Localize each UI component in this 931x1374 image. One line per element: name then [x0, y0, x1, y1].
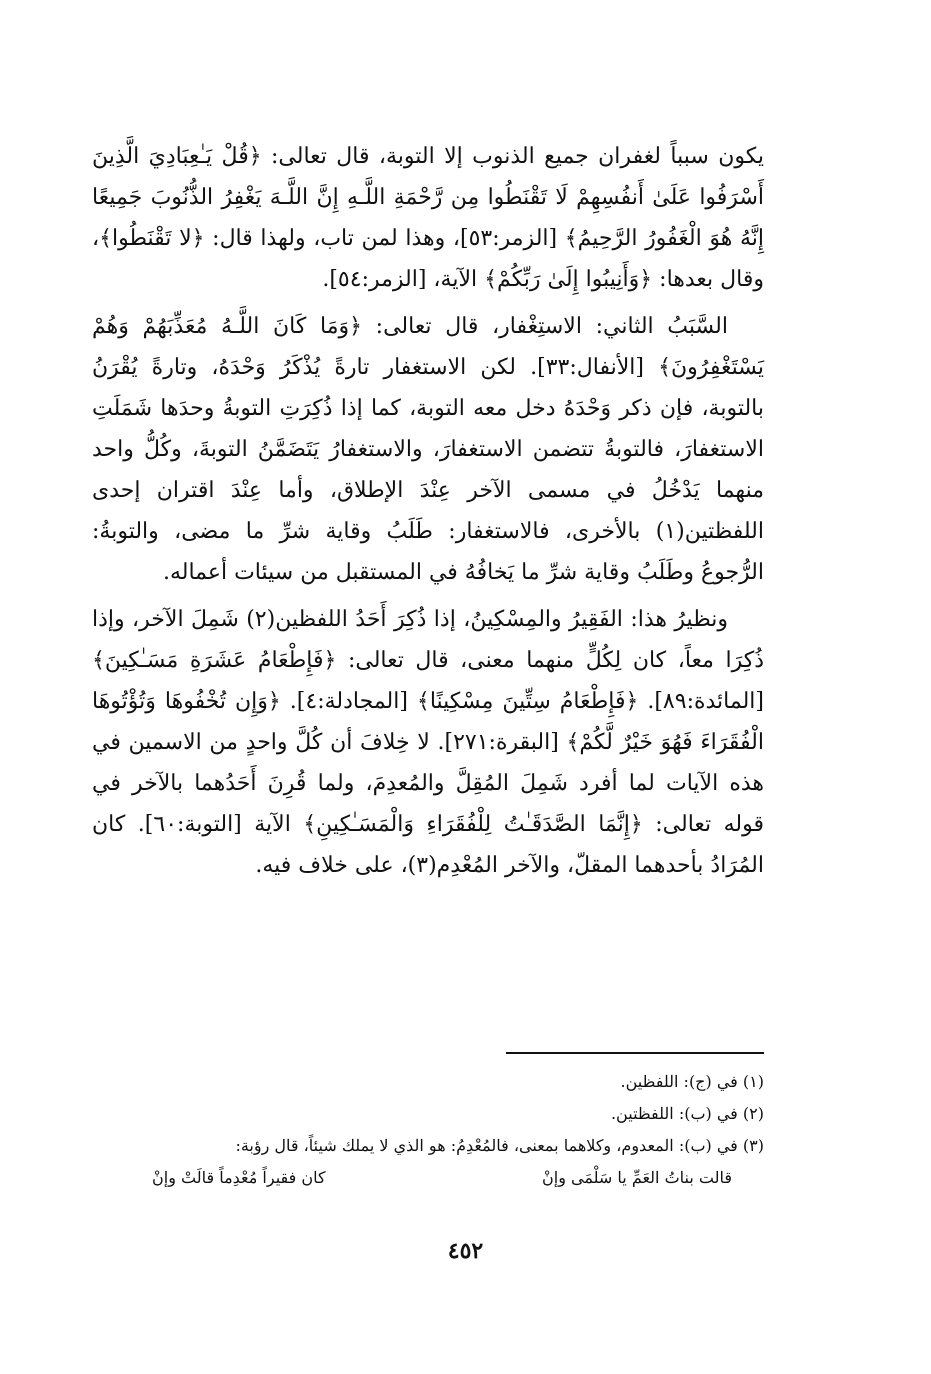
verse-second-hemistich: كان فقيراً مُعْدِماً قالَتْ وإنْ — [152, 1168, 326, 1187]
footnote-1: (١) في (ج): اللفظين. — [620, 1072, 764, 1091]
paragraph-1: يكون سبباً لغفران جميع الذنوب إلا التوبة، قال تعالى: ﴿قُلْ يَـٰعِبَادِيَ الَّذِينَ أَسْرَفُوا عَلَىٰ أَنفُسِهِمْ لَا تَقْنَطُوا مِن رَّحْمَةِ اللَّـهِ إِنَّ اللَّـهَ يَغْفِرُ الذُّنُوبَ جَمِيعًا إِنَّهُ هُوَ الْغَفُورُ الرَّحِيمُ﴾ [الزمر:٥٣]، وهذا لمن تاب، ولهذا قال: ﴿لا تَقْنَطُوا﴾، وقال بعدها: ﴿وَأَنِيبُوا إِلَىٰ رَبِّكُمْ﴾ الآية، [الزمر:٥٤]. — [92, 144, 764, 292]
poetry-verse — [92, 1162, 764, 1194]
verse-first-hemistich: قالت بناتُ العَمِّ يا سَلْمَى وإنْ — [542, 1168, 732, 1187]
footnotes — [92, 1066, 764, 1194]
paragraph-2: السَّبَبُ الثاني: الاستِغْفار، قال تعالى: ﴿وَمَا كَانَ اللَّـهُ مُعَذِّبَهُمْ وَهُمْ يَسْتَغْفِرُونَ﴾ [الأنفال:٣٣]. لكن الاستغفار تارةً يُذْكَرُ وَحْدَهُ، وتارةً يُقْرَنُ بالتوبة، فإن ذكر وَحْدَهُ دخل معه التوبة، كما إذا ذُكِرَتِ التوبةُ وحدَها شَمَلَتِ الاستغفارَ، فالتوبةُ تتضمن الاستغفارَ، والاستغفارُ يَتَضَمَّنُ التوبةَ، وكُلُّ واحد منهما يَدْخُلُ في مسمى الآخر عِنْدَ الإطلاق، وأما عِنْدَ اقتران إحدى اللفظتين(١) بالأخرى، فالاستغفار: طَلَبُ وقاية شرِّ ما مضى، والتوبةُ: الرُّجوعُ وطَلَبُ وقاية شرِّ ما يَخافُهُ في المستقبل من سيئات أعماله. — [92, 314, 765, 585]
footnote-3: (٣) في (ب): المعدوم، وكلاهما بمعنى، فالمُعْدِمُ: هو الذي لا يملك شيئاً، قال رؤبة: — [235, 1136, 764, 1155]
footnote-2: (٢) في (ب): اللفظتين. — [610, 1104, 764, 1123]
main-text — [92, 136, 764, 892]
footnote-divider — [506, 1052, 764, 1054]
page-number: ٤٥٢ — [447, 1238, 484, 1264]
paragraph-3: ونظيرُ هذا: الفَقِيرُ والمِسْكِينُ، إذا ذُكِرَ أَحَدُ اللفظين(٢) شَمِلَ الآخر، وإذا ذُكِرَا معاً، كان لِكُلٍّ منهما معنى، قال تعالى: ﴿فَإِطْعَامُ عَشَرَةِ مَسَـٰكِينَ﴾ [المائدة:٨٩]. ﴿فَإِطْعَامُ سِتِّينَ مِسْكِينًا﴾ [المجادلة:٤]. ﴿وَإِن تُخْفُوهَا وَتُؤْتُوهَا الْفُقَرَاءَ فَهُوَ خَيْرٌ لَّكُمْ﴾ [البقرة:٢٧١]. لا خِلافَ أن كُلَّ واحدٍ من الاسمين في هذه الآيات لما أفرد شَمِلَ المُقِلَّ والمُعدِمَ، ولما قُرِنَ أَحَدُهما بالآخر في قوله تعالى: ﴿إِنَّمَا الصَّدَقَـٰتُ لِلْفُقَرَاءِ وَالْمَسَـٰكِينِ﴾ الآية [التوبة:٦٠]. كان المُرَادُ بأحدهما المقلّ، والآخر المُعْدِم(٣)، على خلاف فيه. — [92, 607, 764, 878]
